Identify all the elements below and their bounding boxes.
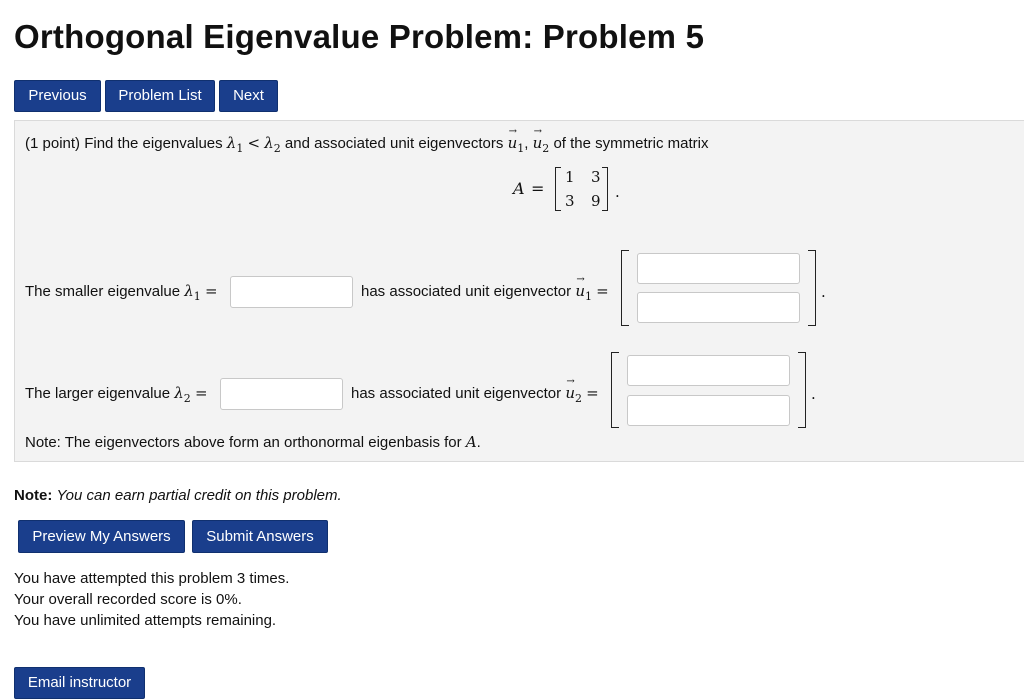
u2-period: . xyxy=(811,385,816,403)
lambda1-subscript: 1 xyxy=(236,142,244,155)
next-button[interactable]: Next xyxy=(219,80,278,112)
lambda1-symbol: λ xyxy=(226,134,237,152)
u2-left-bracket xyxy=(611,352,619,428)
email-instructor-button[interactable]: Email instructor xyxy=(14,667,145,699)
u2-y-input[interactable] xyxy=(627,395,790,426)
u1-vector: → u xyxy=(575,274,585,300)
lambda1-input[interactable] xyxy=(230,276,353,308)
problem-intro: (1 point) Find the eigenvalues $\lambda_1 < \lambda_2$ and associated unit eigenvectors → $u_1$, → $u_2$ of the symmetric matrix xyxy=(25,126,709,155)
matrix-name: A xyxy=(513,179,525,198)
u1-x-input[interactable] xyxy=(637,253,800,284)
smaller-eigenvalue-label: The smaller eigenvalue $\lambda_1$ = xyxy=(25,282,218,303)
submit-answers-button[interactable]: Submit Answers xyxy=(192,520,328,553)
matrix-right-bracket xyxy=(602,167,608,211)
u1-left-bracket xyxy=(621,250,629,326)
u1-label: has associated unit eigenvector → $u_1$ = xyxy=(361,274,609,303)
u1-period: . xyxy=(821,283,826,301)
u2-x-input[interactable] xyxy=(627,355,790,386)
u2-label: has associated unit eigenvector → $u_2$ = xyxy=(351,376,599,405)
remaining-status: You have unlimited attempts remaining. xyxy=(14,612,277,629)
problem-list-button[interactable]: Problem List xyxy=(105,80,215,112)
attempts-status: You have attempted this problem 3 times. xyxy=(14,570,290,587)
orthonormal-note: Note: The eigenvectors above form an orthonormal eigenbasis for A. xyxy=(25,433,481,451)
less-than: < xyxy=(247,134,261,152)
larger-eigenvalue-label: The larger eigenvalue $\lambda_2$ = xyxy=(25,384,208,405)
score-status: Your overall recorded score is 0%. xyxy=(14,591,242,608)
lambda2-symbol: λ xyxy=(264,134,274,152)
partial-credit-note: Note: You can earn partial credit on this problem. xyxy=(14,487,342,504)
preview-answers-button[interactable]: Preview My Answers xyxy=(18,520,185,553)
previous-button[interactable]: Previous xyxy=(14,80,101,112)
intro-mid: and associated unit eigenvectors xyxy=(284,135,504,152)
lambda2-input[interactable] xyxy=(220,378,343,410)
u1-vector: → u xyxy=(507,126,518,152)
lambda2-subscript: 2 xyxy=(273,142,281,155)
matrix-equals: = xyxy=(531,179,545,198)
u2-vector: → u xyxy=(565,376,575,402)
matrix-period: . xyxy=(615,183,620,201)
intro-prefix: (1 point) Find the eigenvalues xyxy=(25,135,223,152)
problem-panel xyxy=(14,120,1024,462)
u2-right-bracket xyxy=(798,352,806,428)
intro-suffix: of the symmetric matrix xyxy=(553,135,709,152)
matrix-cell: 1 xyxy=(565,168,575,186)
page-title: Orthogonal Eigenvalue Problem: Problem 5 xyxy=(14,18,705,55)
matrix-cell: 3 xyxy=(591,168,601,186)
matrix-left-bracket xyxy=(555,167,561,211)
u2-vector: → u xyxy=(532,126,543,152)
matrix-cell: 9 xyxy=(591,192,601,210)
matrix-cell: 3 xyxy=(565,192,575,210)
u1-right-bracket xyxy=(808,250,816,326)
u1-y-input[interactable] xyxy=(637,292,800,323)
